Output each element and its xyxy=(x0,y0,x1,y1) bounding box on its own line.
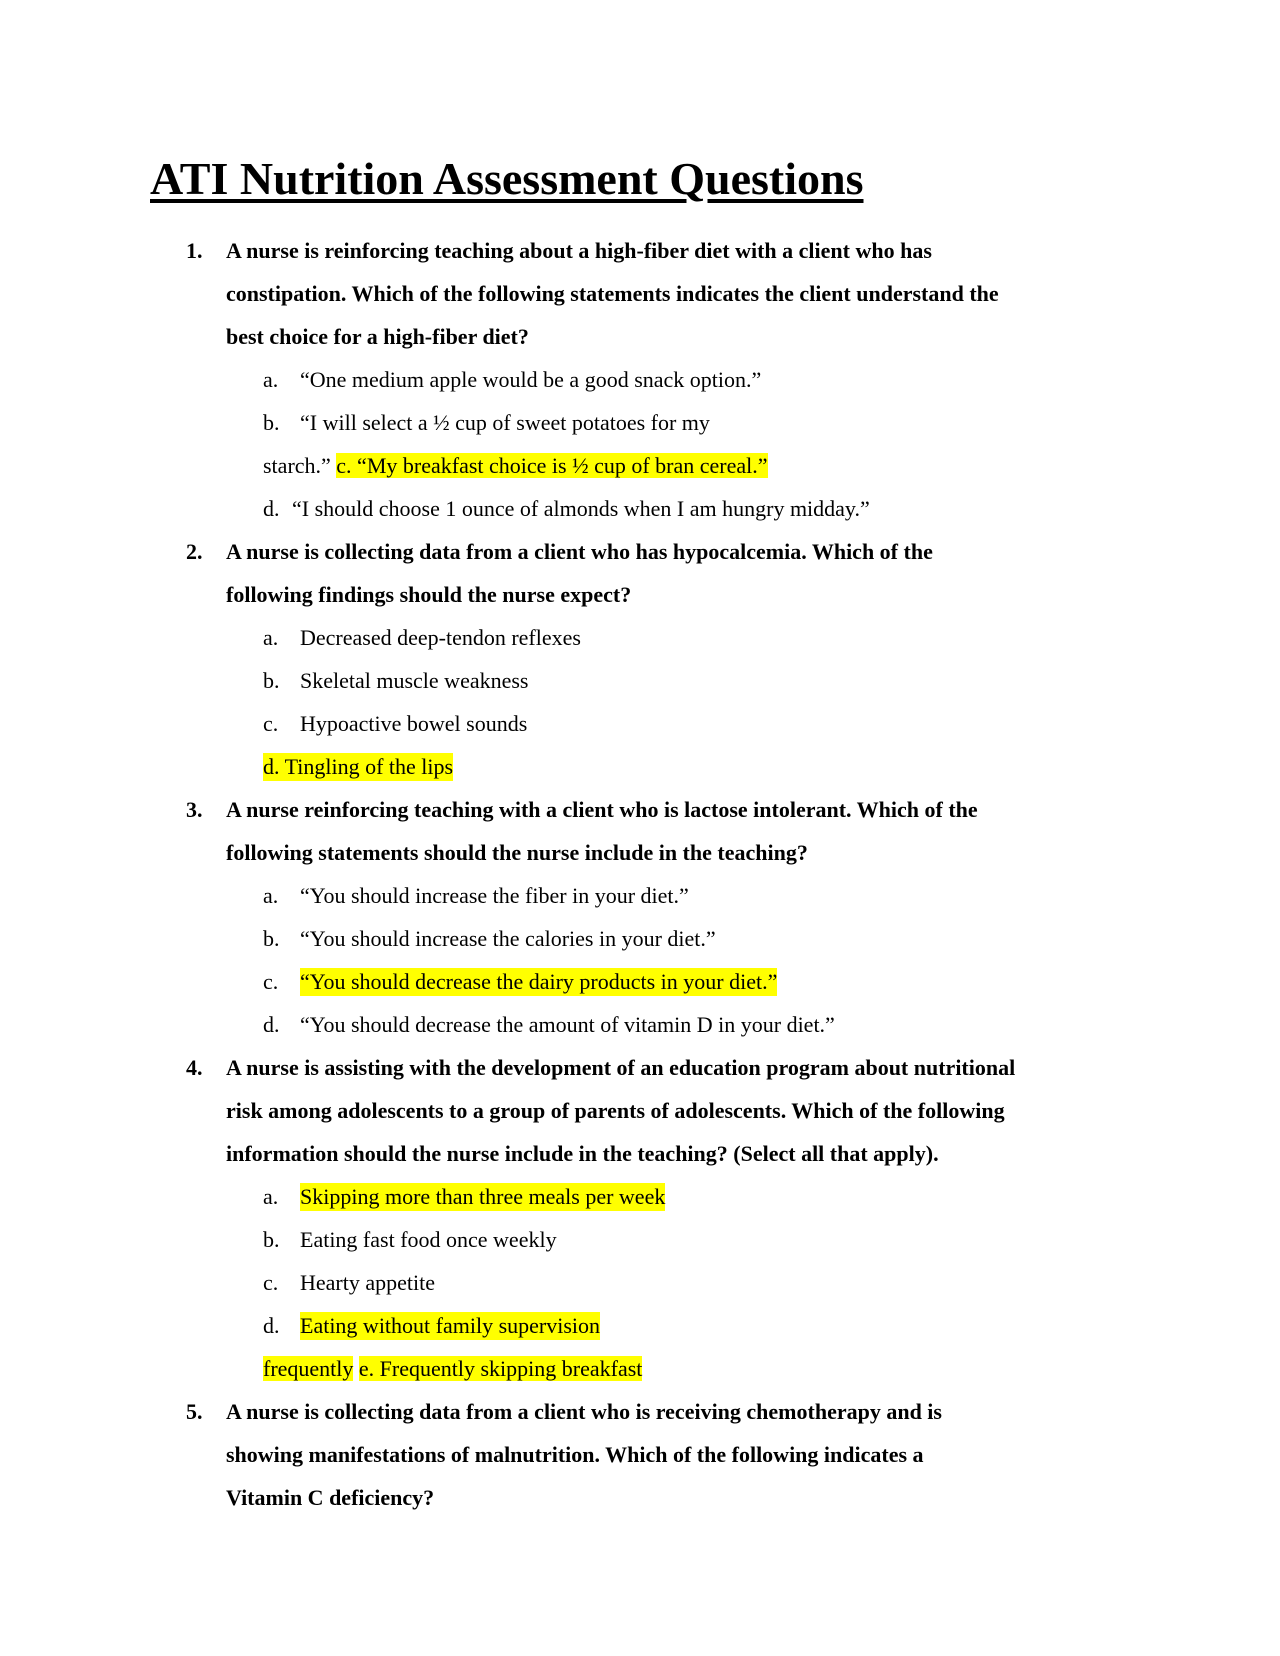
q1-option-d-text: “I should choose 1 ounce of almonds when I am hungry midday.” xyxy=(292,496,870,521)
question-4-line-1: A nurse is assisting with the development of an education program about nutritional xyxy=(226,1055,1016,1080)
question-5-line-3: Vitamin C deficiency? xyxy=(226,1485,435,1510)
q2-option-a-text: Decreased deep-tendon reflexes xyxy=(300,625,581,650)
question-3-number: 3. xyxy=(186,797,203,822)
q4-option-e-highlighted: e. Frequently skipping breakfast xyxy=(358,1356,643,1381)
q4-option-c-text: Hearty appetite xyxy=(300,1270,435,1295)
q4-option-d-continuation: frequently xyxy=(263,1356,354,1381)
q2-option-b-text: Skeletal muscle weakness xyxy=(300,668,529,693)
q1-option-d-letter: d. xyxy=(263,496,280,521)
q4-option-c-letter: c. xyxy=(263,1270,279,1295)
q4-option-a-letter: a. xyxy=(263,1184,279,1209)
question-1-line-2: constipation. Which of the following statements indicates the client understand the xyxy=(226,281,999,306)
q2-option-c-letter: c. xyxy=(263,711,279,736)
question-2-line-2: following findings should the nurse expect? xyxy=(226,582,632,607)
q1-option-c-highlighted: c. “My breakfast choice is ½ cup of bran cereal.” xyxy=(336,453,768,478)
q1-option-b-continuation: starch.” xyxy=(263,453,331,478)
q4-option-a-highlighted: Skipping more than three meals per week xyxy=(300,1184,666,1209)
question-2-line-1: A nurse is collecting data from a client who has hypocalcemia. Which of the xyxy=(226,539,933,564)
q1-option-a-letter: a. xyxy=(263,367,279,392)
q3-option-b-text: “You should increase the calories in your diet.” xyxy=(300,926,716,951)
q2-option-a-letter: a. xyxy=(263,625,279,650)
question-1-line-3: best choice for a high-fiber diet? xyxy=(226,324,529,349)
question-5-line-2: showing manifestations of malnutrition. Which of the following indicates a xyxy=(226,1442,924,1467)
question-4-line-2: risk among adolescents to a group of parents of adolescents. Which of the following xyxy=(226,1098,1005,1123)
question-1-line-1: A nurse is reinforcing teaching about a high-fiber diet with a client who has xyxy=(226,238,932,263)
q1-option-b-letter: b. xyxy=(263,410,280,435)
q4-option-d-line xyxy=(263,1355,642,1383)
q3-option-d-text: “You should decrease the amount of vitamin D in your diet.” xyxy=(300,1012,835,1037)
q3-option-a-text: “You should increase the fiber in your diet.” xyxy=(300,883,689,908)
q1-option-a-text: “One medium apple would be a good snack option.” xyxy=(300,367,762,392)
q2-option-b-letter: b. xyxy=(263,668,280,693)
question-4-number: 4. xyxy=(186,1055,203,1080)
question-5-number: 5. xyxy=(186,1399,203,1424)
question-1-number: 1. xyxy=(186,238,203,263)
q1-option-b-line xyxy=(263,452,768,480)
question-5-line-1: A nurse is collecting data from a client who is receiving chemotherapy and is xyxy=(226,1399,942,1424)
question-3-line-2: following statements should the nurse include in the teaching? xyxy=(226,840,808,865)
question-3-line-1: A nurse reinforcing teaching with a client who is lactose intolerant. Which of the xyxy=(226,797,978,822)
q2-option-c-text: Hypoactive bowel sounds xyxy=(300,711,528,736)
q3-option-c-highlighted: “You should decrease the dairy products in your diet.” xyxy=(300,969,778,994)
q1-option-b-text: “I will select a ½ cup of sweet potatoes for my xyxy=(300,410,710,435)
q3-option-c-letter: c. xyxy=(263,969,279,994)
question-4-line-3: information should the nurse include in the teaching? (Select all that apply). xyxy=(226,1141,939,1166)
q4-option-d-highlighted: Eating without family supervision xyxy=(300,1313,601,1338)
q4-option-d-letter: d. xyxy=(263,1313,280,1338)
q3-option-d-letter: d. xyxy=(263,1012,280,1037)
q4-option-b-letter: b. xyxy=(263,1227,280,1252)
q3-option-b-letter: b. xyxy=(263,926,280,951)
q3-option-a-letter: a. xyxy=(263,883,279,908)
q2-option-d-highlighted: d. Tingling of the lips xyxy=(263,754,454,779)
document-title: ATI Nutrition Assessment Questions xyxy=(150,153,864,204)
q4-option-b-text: Eating fast food once weekly xyxy=(300,1227,557,1252)
question-2-number: 2. xyxy=(186,539,203,564)
